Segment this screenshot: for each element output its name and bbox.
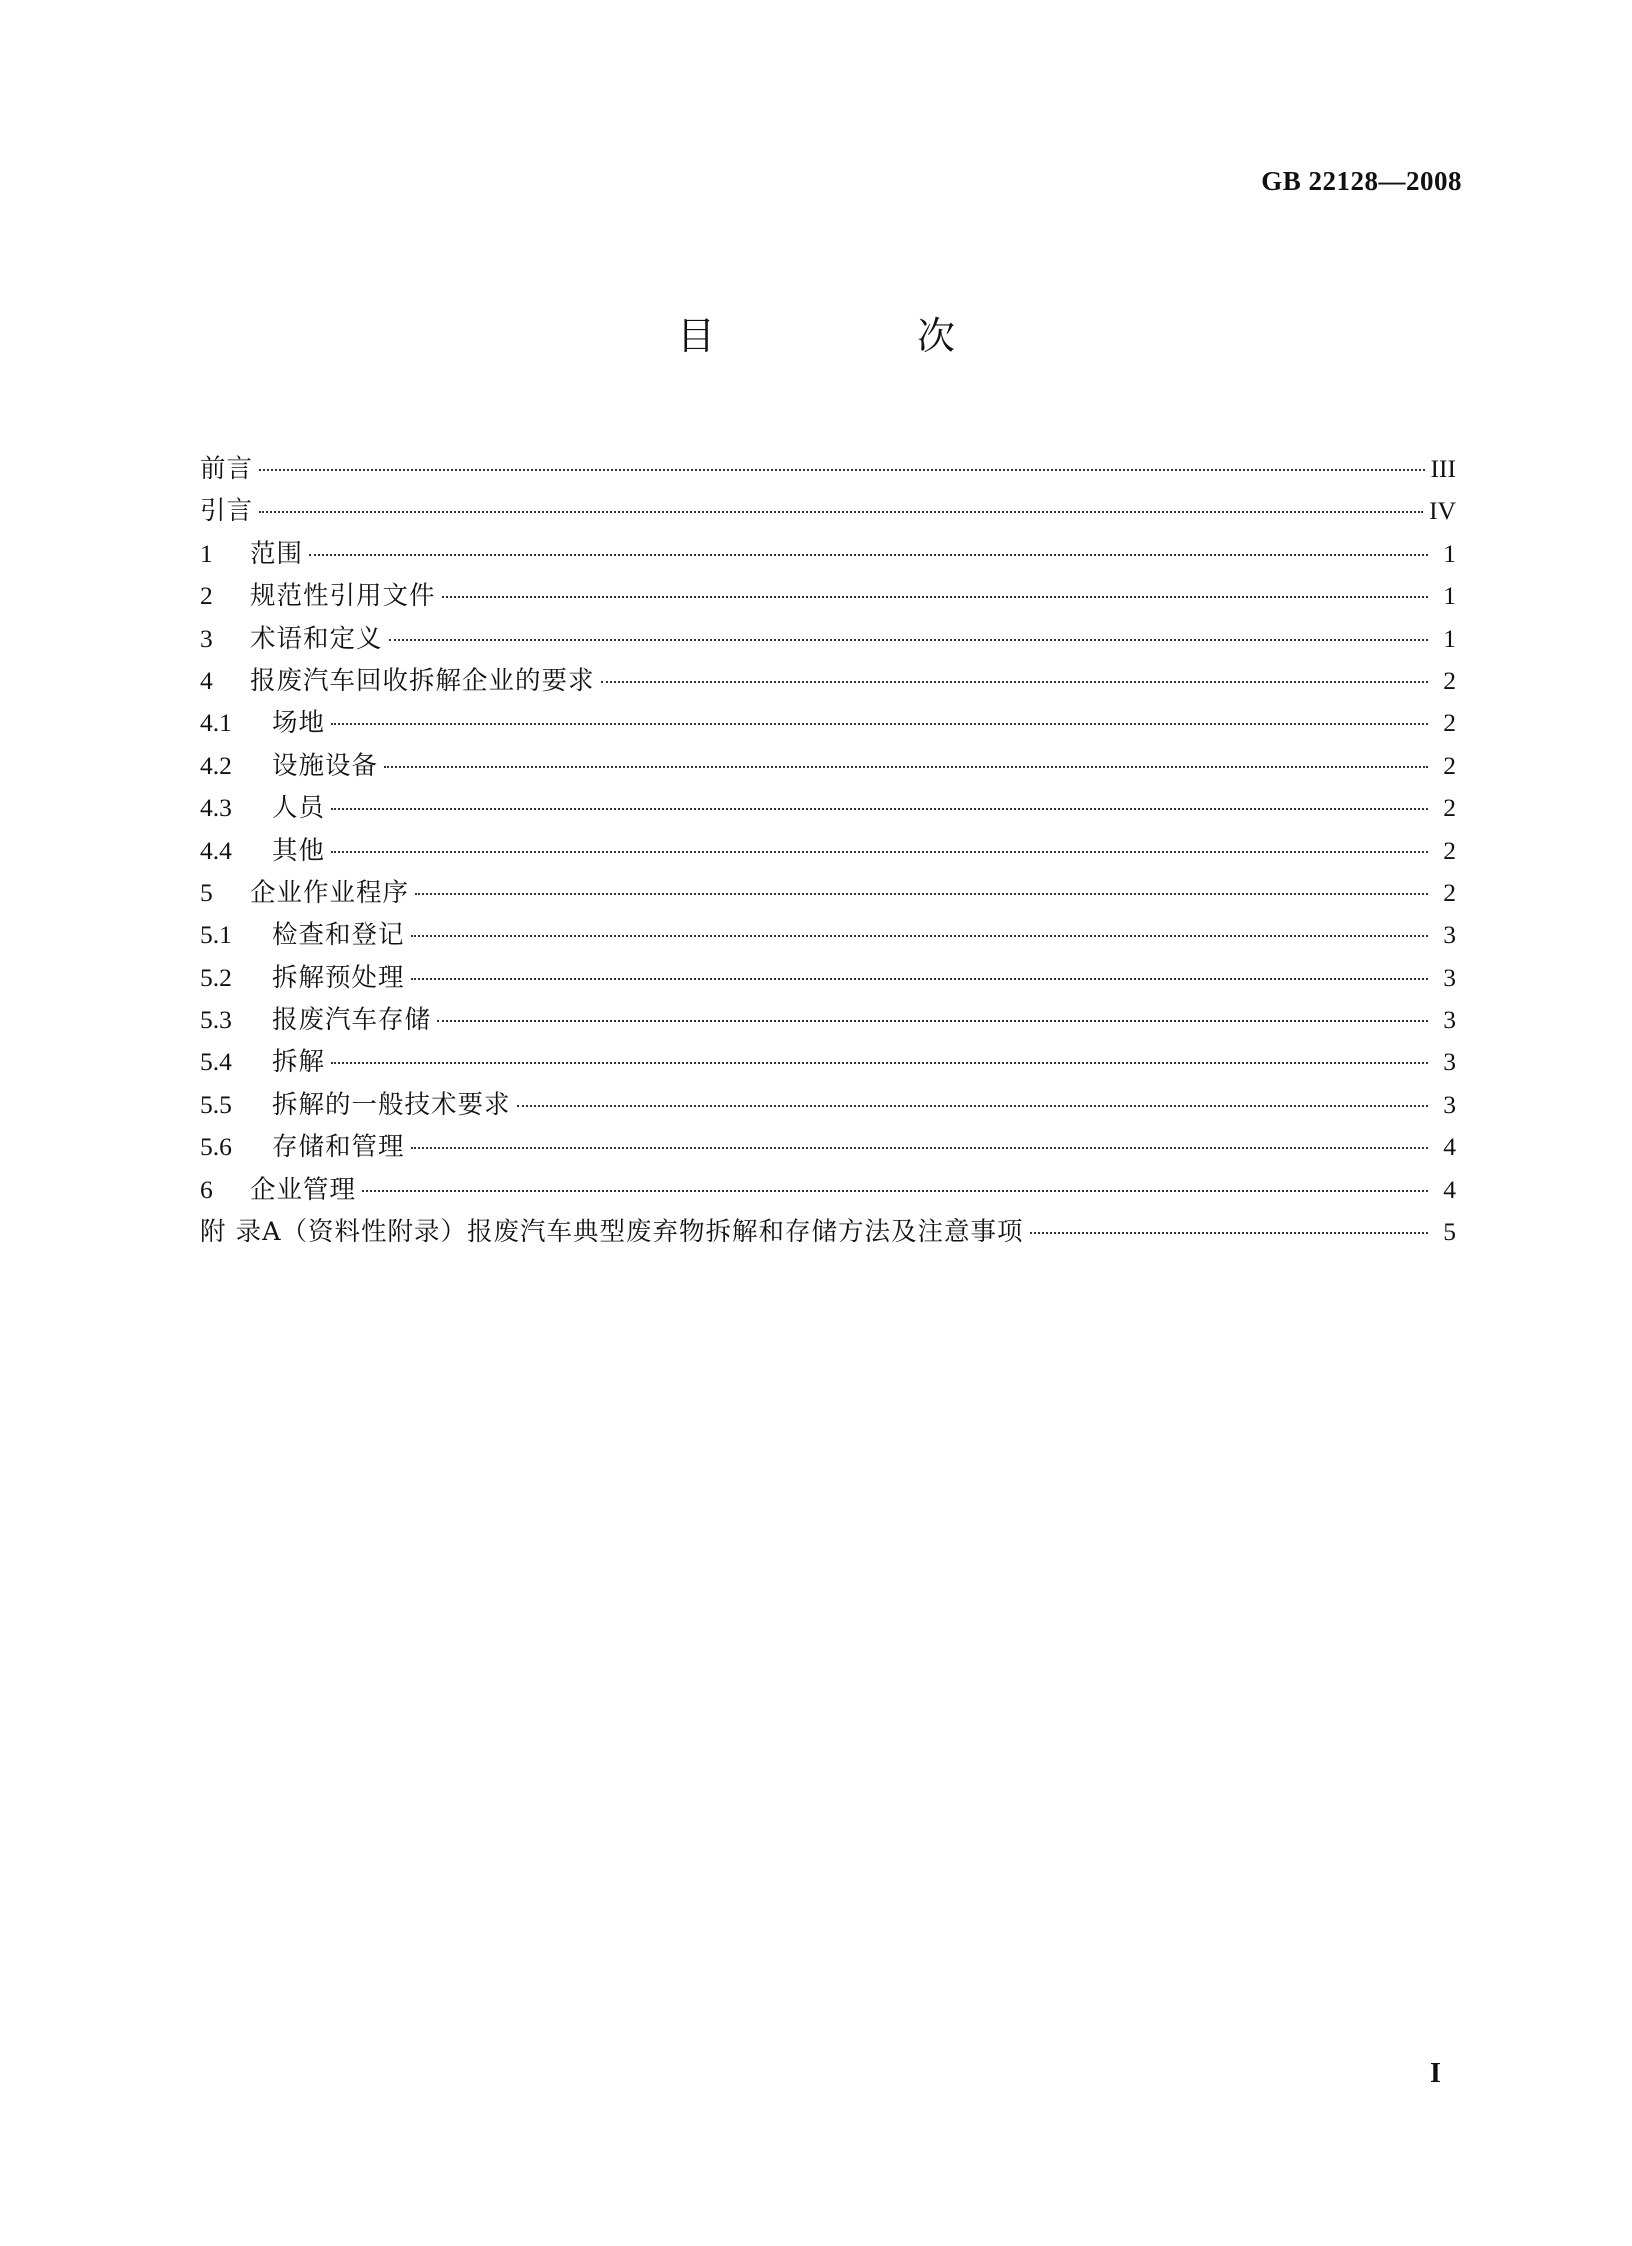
toc-entry-page: 1 — [1443, 538, 1456, 568]
toc-leader-dots — [259, 469, 1425, 471]
toc-entry-page: 3 — [1443, 1005, 1456, 1035]
toc-entry-number: 5.4 — [200, 1047, 232, 1077]
toc-entry-number: 4.4 — [200, 835, 232, 865]
toc-entry[interactable] — [200, 1169, 1456, 1211]
toc-entry[interactable] — [200, 1084, 1456, 1126]
toc-entry[interactable] — [200, 745, 1456, 787]
toc-entry[interactable] — [200, 533, 1456, 575]
toc-entry-label: 规范性引用文件 — [250, 581, 436, 612]
toc-entry[interactable] — [200, 1211, 1456, 1253]
toc-leader-dots — [331, 851, 1428, 853]
toc-entry-page: 2 — [1443, 708, 1456, 738]
toc-entry-page: 2 — [1443, 877, 1456, 907]
toc-entry-number: 4 — [200, 665, 213, 695]
toc-entry-number: 5.3 — [200, 1005, 232, 1035]
toc-entry-page: 3 — [1443, 920, 1456, 950]
toc-entry-label: 场地 — [272, 708, 326, 739]
toc-entry-number: 5.2 — [200, 962, 232, 992]
toc-entry-label: 存储和管理 — [272, 1132, 405, 1163]
toc-entry-label: 范围 — [250, 538, 304, 569]
toc-entry-page: 1 — [1443, 581, 1456, 611]
toc-entry-label: 报废汽车回收拆解企业的要求 — [250, 665, 595, 696]
toc-leader-dots — [259, 511, 1423, 513]
toc-leader-dots — [331, 723, 1428, 725]
toc-entry-label: 附 录A（资料性附录）报废汽车典型废弃物拆解和存储方法及注意事项 — [200, 1217, 1024, 1248]
toc-entry-number: 6 — [200, 1174, 213, 1204]
toc-entry-number: 3 — [200, 623, 213, 653]
toc-entry-number: 2 — [200, 581, 213, 611]
toc-leader-dots — [442, 596, 1428, 598]
toc-leader-dots — [331, 1062, 1428, 1064]
toc-leader-dots — [1030, 1232, 1428, 1234]
toc-entry[interactable] — [200, 787, 1456, 829]
toc-entry-page: 2 — [1443, 750, 1456, 780]
toc-leader-dots — [517, 1105, 1428, 1107]
toc-entry-label: 企业作业程序 — [250, 877, 410, 908]
toc-entry[interactable] — [200, 914, 1456, 956]
toc-entry-page: 3 — [1443, 962, 1456, 992]
toc-entry-number: 5.1 — [200, 920, 232, 950]
toc-leader-dots — [415, 893, 1428, 895]
toc-entry-label: 企业管理 — [250, 1174, 357, 1205]
toc-leader-dots — [411, 1147, 1428, 1149]
toc-entry-number: 5 — [200, 877, 213, 907]
toc-leader-dots — [411, 935, 1428, 937]
toc-entry-number: 5.5 — [200, 1089, 232, 1119]
toc-leader-dots — [389, 639, 1428, 641]
toc-entry[interactable] — [200, 618, 1456, 660]
toc-entry-page: 3 — [1443, 1089, 1456, 1119]
toc-entry-number: 1 — [200, 538, 213, 568]
toc-leader-dots — [384, 766, 1428, 768]
toc-entry[interactable] — [200, 660, 1456, 702]
toc-leader-dots — [411, 978, 1428, 980]
toc-entry-page: 5 — [1443, 1217, 1456, 1247]
toc-entry[interactable] — [200, 830, 1456, 872]
toc-entry-label: 拆解的一般技术要求 — [272, 1089, 511, 1120]
toc-entry-label: 设施设备 — [272, 750, 379, 781]
toc-title: 目 次 — [676, 314, 1037, 358]
toc-entry[interactable] — [200, 957, 1456, 999]
table-of-contents — [200, 448, 1456, 1253]
toc-entry-number: 4.1 — [200, 708, 232, 738]
toc-entry[interactable] — [200, 872, 1456, 914]
toc-entry-label: 拆解 — [272, 1047, 326, 1078]
document-id: GB 22128—2008 — [1261, 166, 1462, 196]
toc-entry-page: 2 — [1443, 835, 1456, 865]
toc-entry-label: 报废汽车存储 — [272, 1005, 432, 1036]
toc-leader-dots — [309, 554, 1428, 556]
toc-entry-label: 前言 — [200, 454, 254, 484]
toc-entry[interactable] — [200, 448, 1456, 490]
toc-leader-dots — [437, 1020, 1428, 1022]
toc-leader-dots — [601, 681, 1428, 683]
toc-entry-label: 拆解预处理 — [272, 962, 405, 993]
toc-entry-label: 术语和定义 — [250, 623, 383, 654]
toc-entry-page: 4 — [1443, 1174, 1456, 1204]
toc-entry[interactable] — [200, 702, 1456, 744]
toc-entry-label: 其他 — [272, 835, 326, 866]
toc-entry-page: 2 — [1443, 665, 1456, 695]
toc-entry-page: 3 — [1443, 1047, 1456, 1077]
page-number: I — [1430, 2058, 1441, 2089]
toc-entry-number: 4.3 — [200, 793, 232, 823]
toc-entry-page: 1 — [1443, 623, 1456, 653]
toc-entry-label: 引言 — [200, 496, 254, 527]
toc-entry[interactable] — [200, 575, 1456, 617]
toc-entry-page: 2 — [1443, 793, 1456, 823]
toc-entry[interactable] — [200, 490, 1456, 532]
toc-entry-page: 4 — [1443, 1132, 1456, 1162]
toc-entry-label: 人员 — [272, 793, 326, 824]
toc-entry-number: 5.6 — [200, 1132, 232, 1162]
toc-entry[interactable] — [200, 999, 1456, 1041]
toc-entry-label: 检查和登记 — [272, 920, 405, 951]
toc-entry-number: 4.2 — [200, 750, 232, 780]
toc-entry-page: IV — [1429, 496, 1456, 526]
toc-entry-page: III — [1430, 454, 1456, 483]
toc-leader-dots — [331, 808, 1428, 810]
toc-entry[interactable] — [200, 1041, 1456, 1083]
toc-entry[interactable] — [200, 1126, 1456, 1168]
toc-leader-dots — [362, 1190, 1428, 1192]
